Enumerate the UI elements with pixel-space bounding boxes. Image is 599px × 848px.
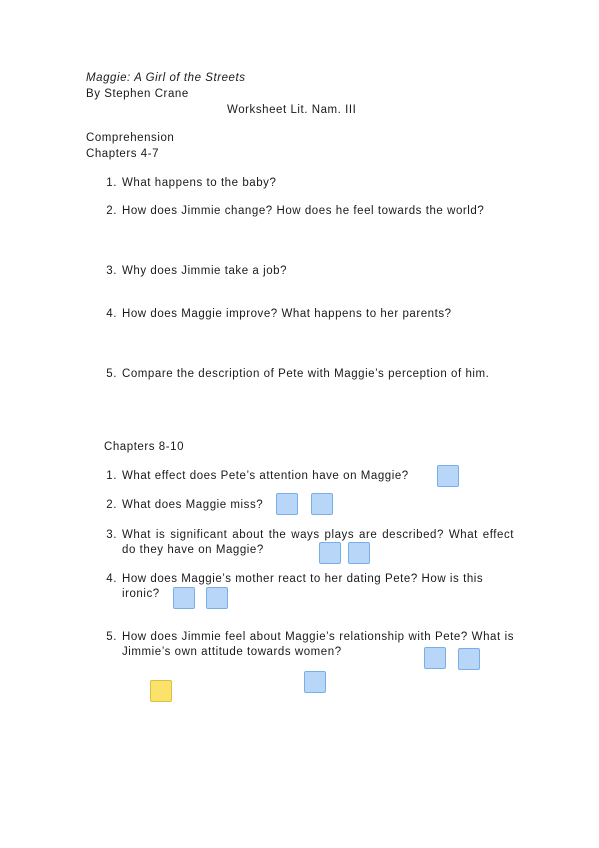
sticky-note-icon[interactable] [311,493,333,515]
sticky-note-icon[interactable] [437,465,459,487]
sticky-note-icon[interactable] [424,647,446,669]
question-text: How does Maggie improve? What happens to her parents? [122,308,452,320]
section-heading: Comprehension [86,132,175,144]
worksheet-label: Worksheet Lit. Nam. III [227,104,357,116]
question-number: 4. [106,308,117,320]
sticky-note-icon[interactable] [348,542,370,564]
question-number: 2. [106,205,117,217]
sticky-note-icon[interactable] [206,587,228,609]
question-text: Compare the description of Pete with Maggie’s perception of him. [122,368,490,380]
question-text: What effect does Pete’s attention have on Maggie? [122,470,409,482]
question-number: 1. [106,470,117,482]
sticky-note-icon[interactable] [458,648,480,670]
question-number: 3. [106,265,117,277]
question-text: What does Maggie miss? [122,499,264,511]
question-text: What happens to the baby? [122,177,277,189]
book-title: Maggie: A Girl of the Streets [86,72,246,84]
question-text: What is significant about the ways plays are described? What effect do they have on Maggie? [122,529,514,556]
question-text: How does Jimmie change? How does he feel towards the world? [122,205,485,217]
chapters-heading-8-10: Chapters 8-10 [104,441,185,453]
question-number: 2. [106,499,117,511]
question-number: 4. [106,573,117,585]
question-number: 3. [106,529,117,541]
question-number: 5. [106,631,117,643]
question-text: How does Jimmie feel about Maggie’s relationship with Pete? What is Jimmie’s own attitude towards women? [122,631,514,658]
question-text: How does Maggie’s mother react to her dating Pete? How is this ironic? [122,573,484,600]
sticky-note-icon[interactable] [319,542,341,564]
question-number: 5. [106,368,117,380]
author-line: By Stephen Crane [86,88,189,100]
sticky-note-yellow-icon[interactable] [150,680,172,702]
question-text: Why does Jimmie take a job? [122,265,288,277]
sticky-note-icon[interactable] [304,671,326,693]
chapters-heading-4-7: Chapters 4-7 [86,148,160,160]
sticky-note-icon[interactable] [173,587,195,609]
sticky-note-icon[interactable] [276,493,298,515]
question-number: 1. [106,177,117,189]
